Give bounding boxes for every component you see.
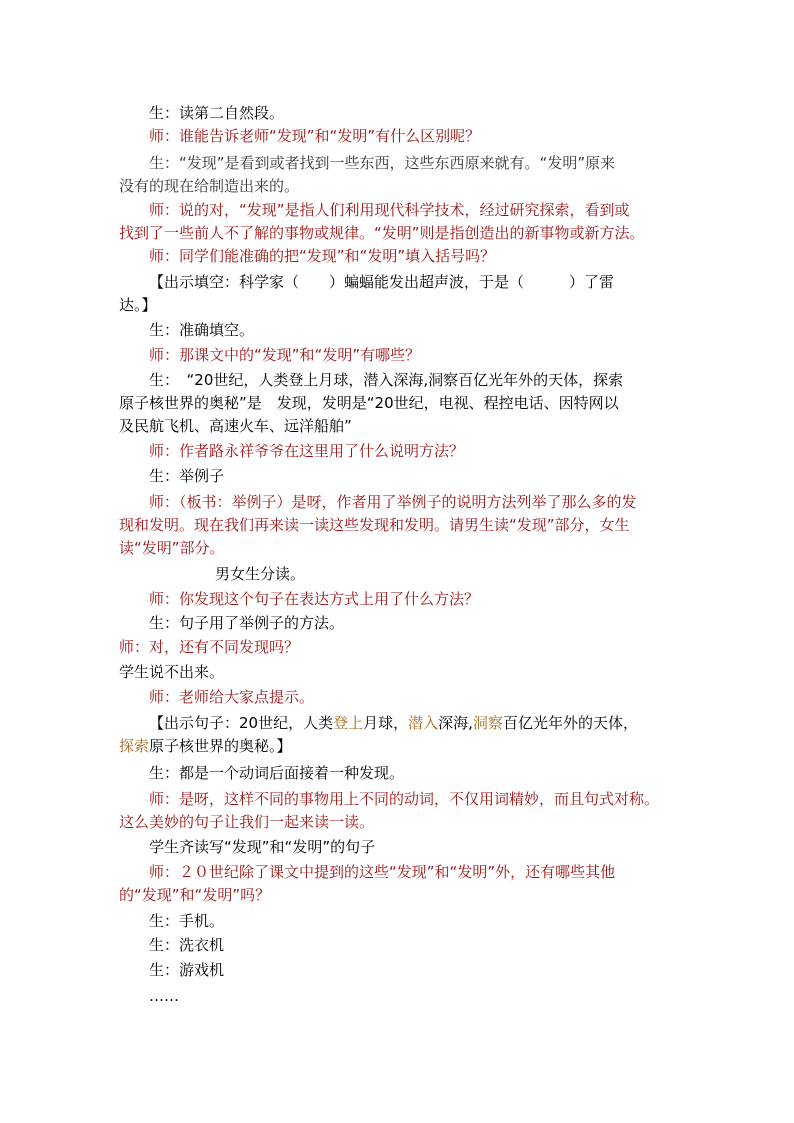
text-segment: 生：游戏机 [149,961,225,979]
text-line [119,884,679,906]
highlighted-verb: 探索 [119,737,150,755]
text-segment: 深海, [438,714,473,732]
text-segment: 生：句子用了举例子的方法。 [149,614,345,632]
text-segment: 师：说的对，“发现”是指人们利用现代科学技术，经过研究探索，看到或 [149,201,630,219]
text-line [119,836,709,858]
text-segment: 学生说不出来。 [119,663,225,681]
text-segment: 这么美妙的句子让我们一起来读一读。 [119,813,375,831]
text-line [119,612,709,634]
text-segment: 师：你发现这个句子在表达方式上用了什么方法？ [149,590,480,608]
text-line [119,271,709,293]
text-line [119,563,775,585]
text-segment: 师：（板书：举例子）是呀，作者用了举例子的说明方法列举了那么多的发 [149,493,637,511]
highlighted-verb: 洞察 [472,714,503,732]
text-segment: 月球， [363,714,409,732]
text-segment: 学生齐读写“发现”和“发明”的句子 [149,838,376,856]
text-line [119,491,709,513]
text-segment: 生：准确填空。 [149,321,255,339]
text-line [119,152,709,174]
text-segment: 读“发明”部分。 [119,539,225,557]
text-segment: 找到了一些前人不了解的事物或规律。“发明”则是指创造出的新事物或新方法。 [119,224,645,242]
text-line [119,415,679,437]
text-segment: 师：同学们能准确的把“发现”和“发明”填入括号吗？ [149,247,496,265]
text-segment: 生：都是一个动词后面接着一种发现。 [149,764,405,782]
text-segment: 生：“发现”是看到或者找到一些东西，这些东西原来就有。“发明”原来 [149,154,616,172]
text-segment: 师：那课文中的“发现”和“发明”有哪些？ [149,346,421,364]
text-segment: 生：读第二自然段。 [149,104,285,122]
text-line [119,811,679,833]
text-line [119,537,679,559]
text-segment: 百亿光年外的天体， [502,714,638,732]
text-line [119,910,709,932]
text-segment: 师：２０世纪除了课文中提到的这些“发现”和“发明”外，还有哪些其他 [149,863,616,881]
text-line [119,934,709,956]
text-segment: 生： “20世纪，人类登上月球，潜入深海,洞察百亿光年外的天体，探索 [149,371,624,389]
text-line [119,686,709,708]
text-segment: 师：是呀，这样不同的事物用上不同的动词，不仅用词精妙，而且句式对称。 [149,790,660,808]
text-segment: 男女生分读。 [215,565,306,583]
text-line [119,294,679,316]
text-line [119,102,709,124]
text-segment: 没有的现在给制造出来的。 [119,177,300,195]
text-segment: 原子核世界的奥秘”是 发现，发明是“20世纪，电视、程控电话、因特网以 [119,394,619,412]
text-line [119,661,679,683]
text-segment: 的“发现”和“发明”吗？ [119,886,271,904]
text-line [119,788,709,810]
text-line [119,985,709,1007]
text-segment: 师：对，还有不同发现吗？ [119,638,300,656]
text-line [119,125,709,147]
text-line [119,465,709,487]
text-segment: 达。】 [119,296,157,314]
text-segment: 师：谁能告诉老师“发现”和“发明”有什么区别呢？ [149,127,481,145]
text-line [119,514,679,536]
text-line [119,392,679,414]
text-line [119,636,679,658]
text-line [119,762,709,784]
text-segment: 及民航飞机、高速火车、远洋船舶” [119,417,352,435]
highlighted-verb: 登上 [333,714,364,732]
text-segment: 生：手机。 [149,912,225,930]
text-line [119,588,709,610]
text-line [119,369,709,391]
text-line [119,959,709,981]
text-line [119,735,679,757]
highlighted-verb: 潜入 [408,714,439,732]
text-segment: 【出示填空：科学家（ ）蝙蝠能发出超声波，于是（ ）了雷 [149,273,615,291]
text-segment: 原子核世界的奥秘。】 [149,737,292,755]
text-line [119,440,709,462]
text-segment: 生：举例子 [149,467,225,485]
text-segment: 【出示句子：20世纪，人类 [149,714,334,732]
text-line [119,861,709,883]
text-segment: 师：老师给大家点提示。 [149,688,315,706]
text-line [119,175,679,197]
text-line [119,245,709,267]
text-segment: 现和发明。现在我们再来读一读这些发现和发明。请男生读“发现”部分，女生 [119,516,630,534]
text-line [119,344,709,366]
text-segment: …… [149,987,179,1005]
text-line [119,199,709,221]
text-segment: 师：作者路永祥爷爷在这里用了什么说明方法？ [149,442,465,460]
text-line [119,712,709,734]
text-segment: 生：洗衣机 [149,936,225,954]
text-line [119,319,709,341]
text-line [119,222,679,244]
